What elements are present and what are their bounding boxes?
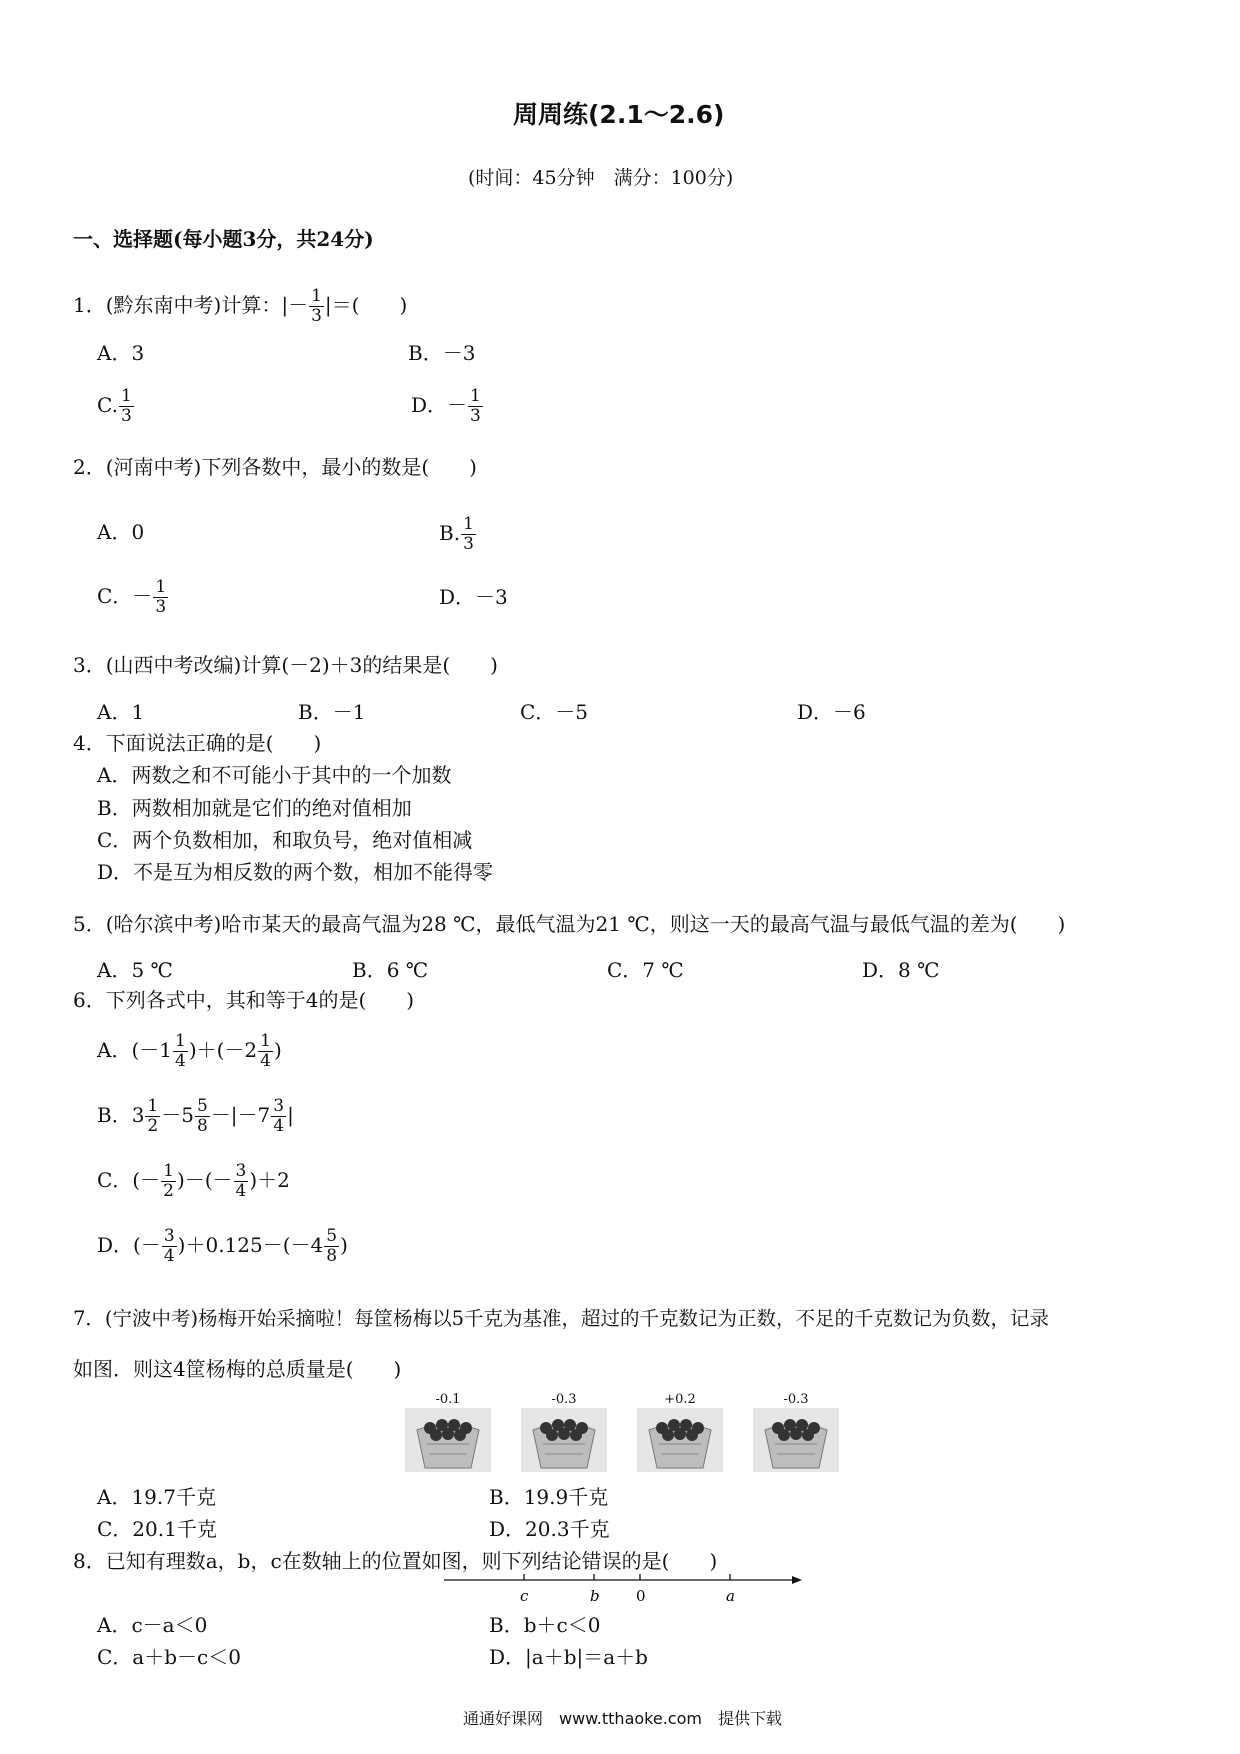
fraction: $\frac{5}{8}$	[326, 1226, 338, 1266]
q4-option-d: D．不是互为相反数的两个数，相加不能得零	[97, 860, 494, 884]
basket-image	[405, 1408, 491, 1472]
basket-image	[753, 1408, 839, 1472]
q2-option-a: A．0	[97, 520, 145, 544]
q2-option-d: D．－3	[439, 585, 508, 609]
axis-label-zero: 0	[636, 1587, 646, 1605]
q8-option-c: C．a＋b－c＜0	[97, 1645, 241, 1669]
q8-option-b: B．b＋c＜0	[489, 1613, 601, 1637]
fraction: $\frac{3}{4}$	[273, 1096, 285, 1136]
q4-stem: 4．下面说法正确的是( )	[73, 731, 322, 755]
q1-option-b: B．－3	[408, 341, 476, 365]
section-heading: 一、选择题(每小题3分，共24分)	[73, 227, 374, 251]
fraction: $\frac{1}{3}$	[120, 386, 132, 426]
basket-image	[521, 1408, 607, 1472]
q6-option-b: B．3 $\frac{1}{2}$ －5 $\frac{5}{8}$ －|－7 $\frac{3}{4}$ |	[97, 1096, 294, 1136]
fraction: $\frac{1}{2}$	[147, 1096, 159, 1136]
number-line	[440, 1568, 810, 1608]
q1-stem: 1．(黔东南中考)计算：|－ $\frac{1}{3}$ |＝( )	[73, 286, 408, 326]
q3-option-a: A．1	[97, 700, 145, 724]
q3-stem: 3．(山西中考改编)计算(－2)＋3的结果是( )	[73, 653, 498, 677]
axis-label-b: b	[590, 1587, 600, 1605]
axis-label-a: a	[726, 1587, 735, 1605]
fraction: $\frac{1}{3}$	[155, 577, 167, 617]
page-title: 周周练(2.1～2.6)	[513, 100, 725, 129]
fraction: $\frac{1}{3}$	[311, 286, 322, 326]
q5-option-b: B．6 ℃	[352, 958, 429, 982]
basket-label: -0.1	[435, 1392, 461, 1407]
axis-label-c: c	[520, 1587, 529, 1605]
q6-stem: 6．下列各式中，其和等于4的是( )	[73, 988, 415, 1012]
q3-option-d: D．－6	[797, 700, 866, 724]
fraction: $\frac{1}{3}$	[463, 514, 474, 554]
q7-option-a: A．19.7千克	[97, 1485, 216, 1509]
q1-option-c: C. $\frac{1}{3}$	[97, 386, 132, 426]
fraction: $\frac{3}{4}$	[235, 1161, 247, 1201]
fraction: $\frac{5}{8}$	[196, 1096, 208, 1136]
fraction: $\frac{1}{3}$	[470, 386, 481, 426]
fraction: $\frac{1}{4}$	[174, 1031, 186, 1071]
q4-option-c: C．两个负数相加，和取负号，绝对值相减	[97, 828, 473, 852]
q6-option-d: D．(－ $\frac{3}{4}$ )＋0.125－(－4 $\frac{5}{8}$ )	[97, 1226, 348, 1266]
q1-option-a: A．3	[97, 341, 145, 365]
q4-option-a: A．两数之和不可能小于其中的一个加数	[97, 763, 452, 787]
q3-option-c: C．－5	[520, 700, 589, 724]
q7-option-c: C．20.1千克	[97, 1517, 217, 1541]
q5-option-d: D．8 ℃	[862, 958, 940, 982]
q5-stem: 5．(哈尔滨中考)哈市某天的最高气温为28 ℃，最低气温为21 ℃，则这一天的最高气温与最低气温的差为( )	[73, 912, 1066, 936]
q7-option-d: D．20.3千克	[489, 1517, 610, 1541]
fraction: $\frac{1}{4}$	[260, 1031, 271, 1071]
basket-image	[637, 1408, 723, 1472]
fraction: $\frac{1}{2}$	[163, 1161, 174, 1201]
q8-stem: 8．已知有理数a，b，c在数轴上的位置如图，则下列结论错误的是( )	[73, 1549, 718, 1573]
q3-option-b: B．－1	[298, 700, 366, 724]
q5-option-a: A．5 ℃	[97, 958, 173, 982]
q6-option-c: C．(－ $\frac{1}{2}$ )－(－ $\frac{3}{4}$ )＋2	[97, 1161, 290, 1201]
q2-option-b: B. $\frac{1}{3}$	[439, 514, 474, 554]
q1-stem-text: 1．(黔东南中考)计算：|－	[73, 293, 309, 317]
q1-option-d: D．－ $\frac{1}{3}$	[411, 386, 481, 426]
basket-label: +0.2	[664, 1392, 696, 1407]
q7-option-b: B．19.9千克	[489, 1485, 609, 1509]
q7-stem-line2: 如图．则这4筐杨梅的总质量是( )	[73, 1357, 402, 1381]
page-footer: 通通好课网 www.tthaoke.com 提供下载	[463, 1709, 782, 1728]
page-subtitle: (时间：45分钟 满分：100分)	[468, 167, 734, 189]
fraction: $\frac{3}{4}$	[163, 1226, 175, 1266]
q5-option-c: C．7 ℃	[607, 958, 684, 982]
q4-option-b: B．两数相加就是它们的绝对值相加	[97, 796, 412, 820]
q7-stem-line1: 7．(宁波中考)杨梅开始采摘啦！每筐杨梅以5千克为基准，超过的千克数记为正数，不足的千克数记为负数，记录	[73, 1307, 1050, 1330]
basket-label: -0.3	[783, 1392, 809, 1407]
q8-option-a: A．c－a＜0	[97, 1613, 208, 1637]
basket-label: -0.3	[551, 1392, 577, 1407]
q8-option-d: D．|a＋b|＝a＋b	[489, 1645, 648, 1669]
q2-stem: 2．(河南中考)下列各数中，最小的数是( )	[73, 455, 477, 479]
q6-option-a: A．(－1 $\frac{1}{4}$ )＋(－2 $\frac{1}{4}$ )	[97, 1031, 282, 1071]
q2-option-c: C．－ $\frac{1}{3}$	[97, 577, 167, 617]
